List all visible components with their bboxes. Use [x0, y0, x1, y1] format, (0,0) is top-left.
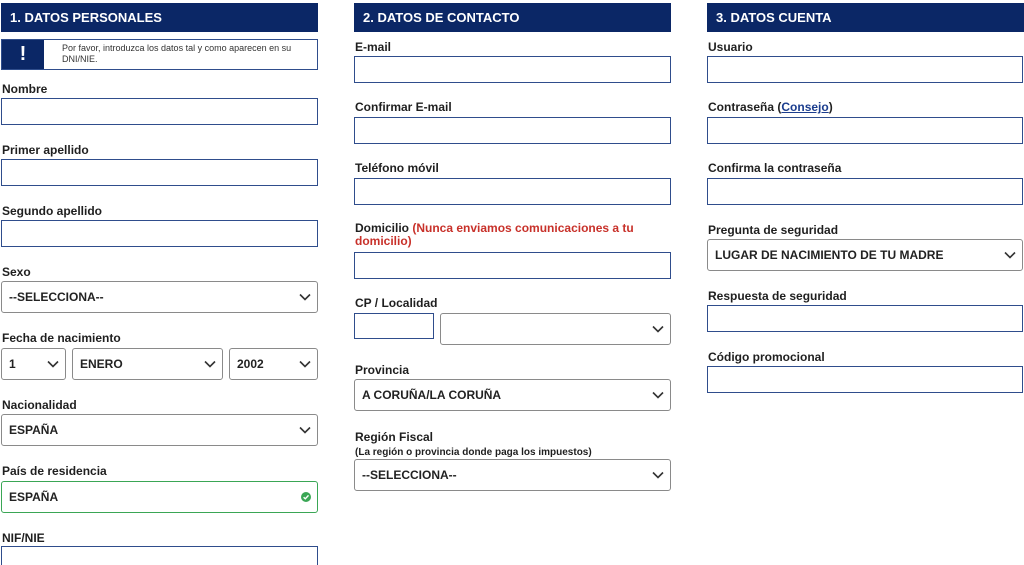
sexo-select-value: --SELECCIONA--	[9, 290, 104, 304]
segundo-apellido-input[interactable]	[1, 220, 318, 247]
usuario-input[interactable]	[707, 56, 1023, 83]
region-fiscal-select-value: --SELECCIONA--	[362, 468, 457, 482]
provincia-select-value: A CORUÑA/LA CORUÑA	[362, 388, 502, 402]
pais-residencia-label: País de residencia	[2, 464, 107, 478]
email-input[interactable]	[354, 56, 671, 83]
dni-notice	[1, 39, 318, 70]
pais-residencia-select[interactable]	[1, 481, 318, 513]
mes-select[interactable]	[72, 348, 223, 380]
password-tip-open: (	[774, 100, 782, 114]
region-fiscal-hint: (La región o provincia donde paga los impuestos)	[355, 447, 592, 458]
nombre-label: Nombre	[2, 82, 48, 96]
domicilio-warning: (Nunca enviamos comunicaciones a tu domicilio)	[355, 221, 634, 248]
provincia-label: Provincia	[355, 363, 410, 377]
chevron-down-icon	[299, 426, 311, 434]
password-label	[708, 100, 833, 114]
check-circle-icon	[301, 492, 311, 502]
confirmar-email-input[interactable]	[354, 117, 671, 144]
cp-input[interactable]	[354, 313, 434, 339]
fecha-nacimiento-label: Fecha de nacimiento	[2, 331, 121, 345]
dia-select[interactable]	[1, 348, 66, 380]
chevron-down-icon	[652, 471, 664, 479]
segundo-apellido-label: Segundo apellido	[2, 204, 103, 218]
codigo-promocional-input[interactable]	[707, 366, 1023, 393]
chevron-down-icon	[1004, 251, 1016, 259]
respuesta-seguridad-input[interactable]	[707, 305, 1023, 332]
confirmar-password-label: Confirma la contraseña	[708, 161, 842, 175]
nacionalidad-select-value: ESPAÑA	[9, 423, 59, 437]
pregunta-seguridad-select-value: LUGAR DE NACIMIENTO DE TU MADRE	[715, 248, 944, 262]
primer-apellido-input[interactable]	[1, 159, 318, 186]
cp-localidad-label: CP / Localidad	[355, 296, 438, 310]
contact-data-header: 2. DATOS DE CONTACTO	[354, 3, 671, 32]
localidad-select[interactable]	[440, 313, 671, 345]
telefono-input[interactable]	[354, 178, 671, 205]
usuario-label: Usuario	[708, 40, 753, 54]
mes-select-value: ENERO	[80, 357, 123, 371]
primer-apellido-label: Primer apellido	[2, 143, 89, 157]
personal-data-section	[1, 3, 318, 545]
domicilio-label	[355, 222, 655, 248]
nombre-input[interactable]	[1, 98, 318, 125]
respuesta-seguridad-label: Respuesta de seguridad	[708, 289, 847, 303]
chevron-down-icon	[47, 360, 59, 368]
email-label: E-mail	[355, 40, 392, 54]
exclamation-icon: !	[2, 40, 44, 69]
nacionalidad-label: Nacionalidad	[2, 398, 77, 412]
chevron-down-icon	[299, 293, 311, 301]
chevron-down-icon	[652, 325, 664, 333]
dni-notice-text: Por favor, introduzca los datos tal y como aparecen en su DNI/NIE.	[62, 43, 292, 64]
sexo-select[interactable]	[1, 281, 318, 313]
personal-data-header: 1. DATOS PERSONALES	[1, 3, 318, 32]
pais-residencia-select-value: ESPAÑA	[9, 490, 59, 504]
chevron-down-icon	[299, 360, 311, 368]
password-label-text: Contraseña	[708, 100, 775, 114]
telefono-label: Teléfono móvil	[355, 161, 439, 175]
anio-select-value: 2002	[237, 357, 264, 371]
confirmar-email-label: Confirmar E-mail	[355, 100, 452, 114]
anio-select[interactable]	[229, 348, 318, 380]
account-data-header: 3. DATOS CUENTA	[707, 3, 1024, 32]
nif-label: NIF/NIE	[2, 531, 45, 545]
nacionalidad-select[interactable]	[1, 414, 318, 446]
provincia-select[interactable]	[354, 379, 671, 411]
password-input[interactable]	[707, 117, 1023, 144]
pregunta-seguridad-label: Pregunta de seguridad	[708, 223, 839, 237]
sexo-label: Sexo	[2, 265, 31, 279]
nif-input[interactable]	[1, 546, 318, 565]
domicilio-input[interactable]	[354, 252, 671, 279]
chevron-down-icon	[204, 360, 216, 368]
domicilio-label-text: Domicilio	[355, 221, 410, 235]
consejo-link[interactable]: Consejo	[781, 100, 829, 114]
chevron-down-icon	[652, 391, 664, 399]
confirmar-password-input[interactable]	[707, 178, 1023, 205]
contact-data-section	[354, 3, 671, 482]
region-fiscal-label: Región Fiscal	[355, 430, 434, 444]
codigo-promocional-label: Código promocional	[708, 350, 825, 364]
dia-select-value: 1	[9, 357, 16, 371]
account-data-section	[707, 3, 1024, 364]
pregunta-seguridad-select[interactable]	[707, 239, 1023, 271]
password-tip-close: )	[828, 100, 833, 114]
region-fiscal-select[interactable]	[354, 459, 671, 491]
